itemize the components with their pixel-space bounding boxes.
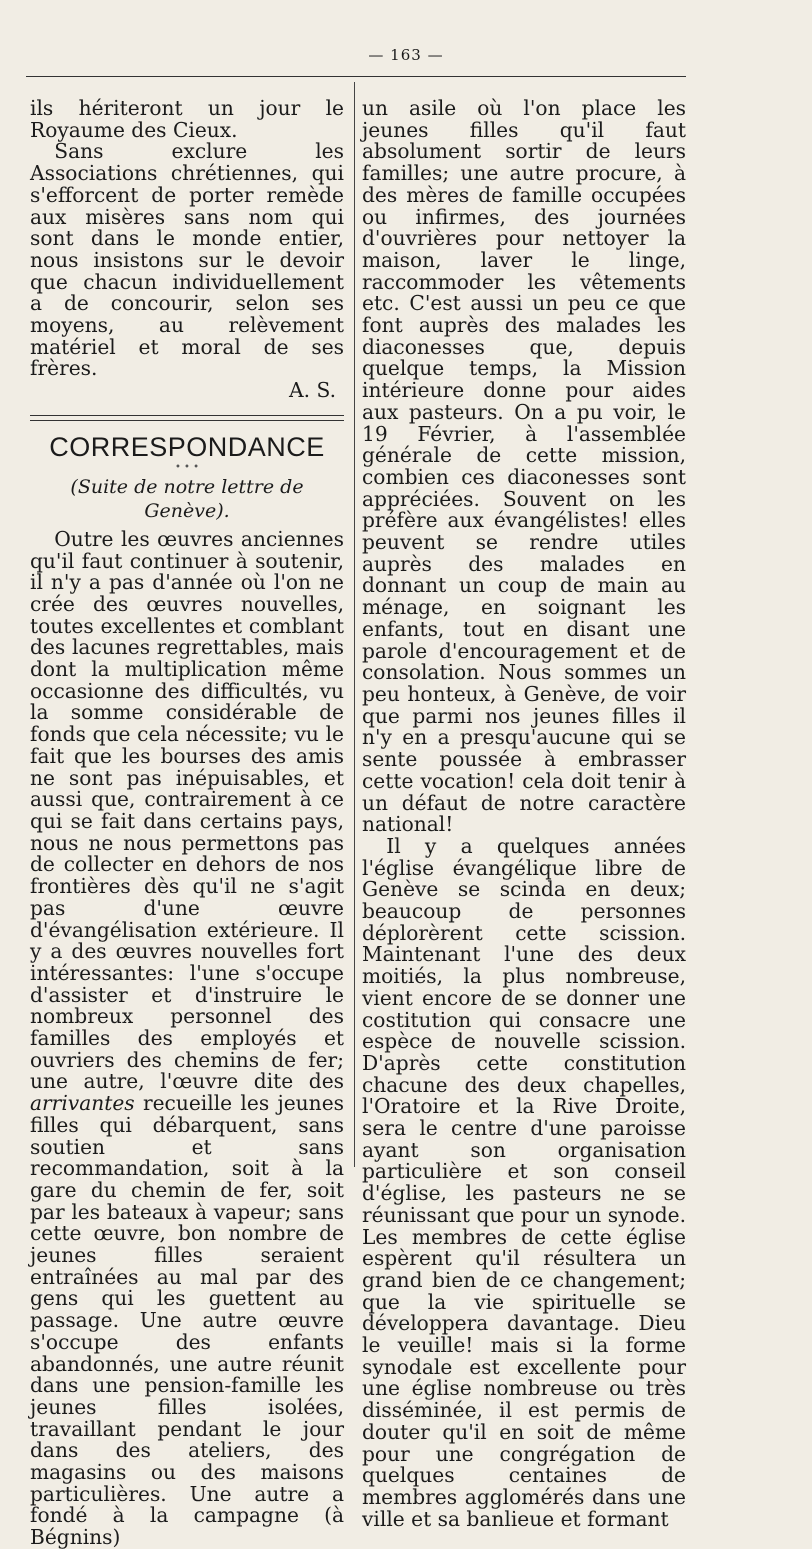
page-number: — 163 — [368,46,444,64]
italic-term-arrivantes: arrivantes [30,1091,135,1116]
paragraph-asile: un asile où l'on place les jeunes filles qu'il faut absolument sortir de leurs familles; une autre procure, à des mères de famille occupées ou infirmes, des journées d'ouvrières pour nettoyer la maison, laver le linge, raccommoder les vêtements etc. C'est aussi un peu ce que font auprès des malades les diaconesses que, depuis quelque temps, la Mission intérieure donne pour aides aux pasteurs. On a pu voir, le 19 Février, à l'assemblée générale de cette mission, combien ces diaconesses sont appréciées. Souvent on les préfère aux évangélistes! elles peuvent se rendre utiles auprès des malades en donnant un coup de main au ménage, en soignant les enfants, tout en disant une parole d'encouragement et de consolation. Nous sommes un peu honteux, à Genève, de voir que parmi nos jeunes filles il n'y en a presqu'aucune qui se sente poussée à embrasser cette vocation! cela doit tenir à un défaut de notre caractère national! [362,96,686,837]
left-column [30,98,344,1549]
paragraph-intro-end: ils hériteront un jour le Royaume des Cieux. [30,96,344,142]
paragraph-oeuvres-part1: Outre les œuvres anciennes qu'il faut continuer à soutenir, il n'y a pas d'année où l'on ne crée des œuvres nouvelles, toutes excellentes et comblant des lacunes regrettables, mais dont la multiplication même occasionne des difficultés, vu la somme considérable de fonds que cela nécessite; vu le fait que les bourses des amis ne sont pas inépuisables, et aussi que, contrairement à ce qui se fait dans certains pays, nous ne nous permettons pas de collecter en dehors de nos frontières dès qu'il ne s'agit pas d'une œuvre d'évangélisation extérieure. Il y a des œuvres nouvelles fort intéressantes: l'une s'occupe d'assister et d'instruire le nombreux personnel des familles des employés et ouvriers des chemins de fer; une autre, l'œuvre dite des [30,526,344,1094]
right-column [362,98,686,1530]
column-divider [354,82,355,1167]
paragraph-eglise: Il y a quelques années l'église évangélique libre de Genève se scinda en deux; beaucoup de personnes déplorèrent cette scission. Maintenant l'une des deux moitiés, la plus nombreuse, vient encore de se donner une costitution qui consacre une espèce de nouvelle scission. D'après cette constitution chacune des deux chapelles, l'Oratoire et la Rive Droite, sera le centre d'une paroisse ayant son organisation particulière et son conseil d'église, les pasteurs ne se réunissant que pour un synode. Les membres de cette église espèrent qu'il résultera un grand bien de ce changement; que la vie spirituelle se développera davantage. Dieu le veuille! mais si la forme synodale est excellente pour une église nombreuse ou très disséminée, il est permis de douter qu'il en soit de même pour une congrégation de quelques centaines de membres agglomérés dans une ville et sa banlieue et formant [362,833,686,1531]
paragraph-oeuvres [30,526,344,1549]
title-ornament: • • • [174,461,200,473]
signature: A. S. [289,378,336,403]
paragraph-associations: Sans exclure les Associations chrétiennes, qui s'efforcent de porter remède aux misères sans nom qui sont dans le monde entier, nous insistons sur le devoir que chacun individuellement a de concourir, selon ses moyens, au relèvement matériel et moral de ses frères. [30,139,344,381]
section-title: CORRESPONDANCE [49,431,325,462]
section-separator [30,415,344,421]
header-rule [26,76,686,77]
paragraph-oeuvres-part2: recueille les jeunes filles qui débarquent, sans soutien et sans recommandation, soit à la gare du chemin de fer, soit par les bateaux à vapeur; sans cette œuvre, bon nombre de jeunes filles seraient entraînées au mal par des gens qui les guettent au passage. Une autre œuvre s'occupe des enfants abandonnés, une autre réunit dans une pension-famille les jeunes filles isolées, travaillant pendant le jour dans des ateliers, des magasins ou des maisons particulières. Une autre a fondé à la campagne (à Bégnins) [30,1091,344,1549]
section-subtitle: (Suite de notre lettre de Genève). [70,475,304,522]
